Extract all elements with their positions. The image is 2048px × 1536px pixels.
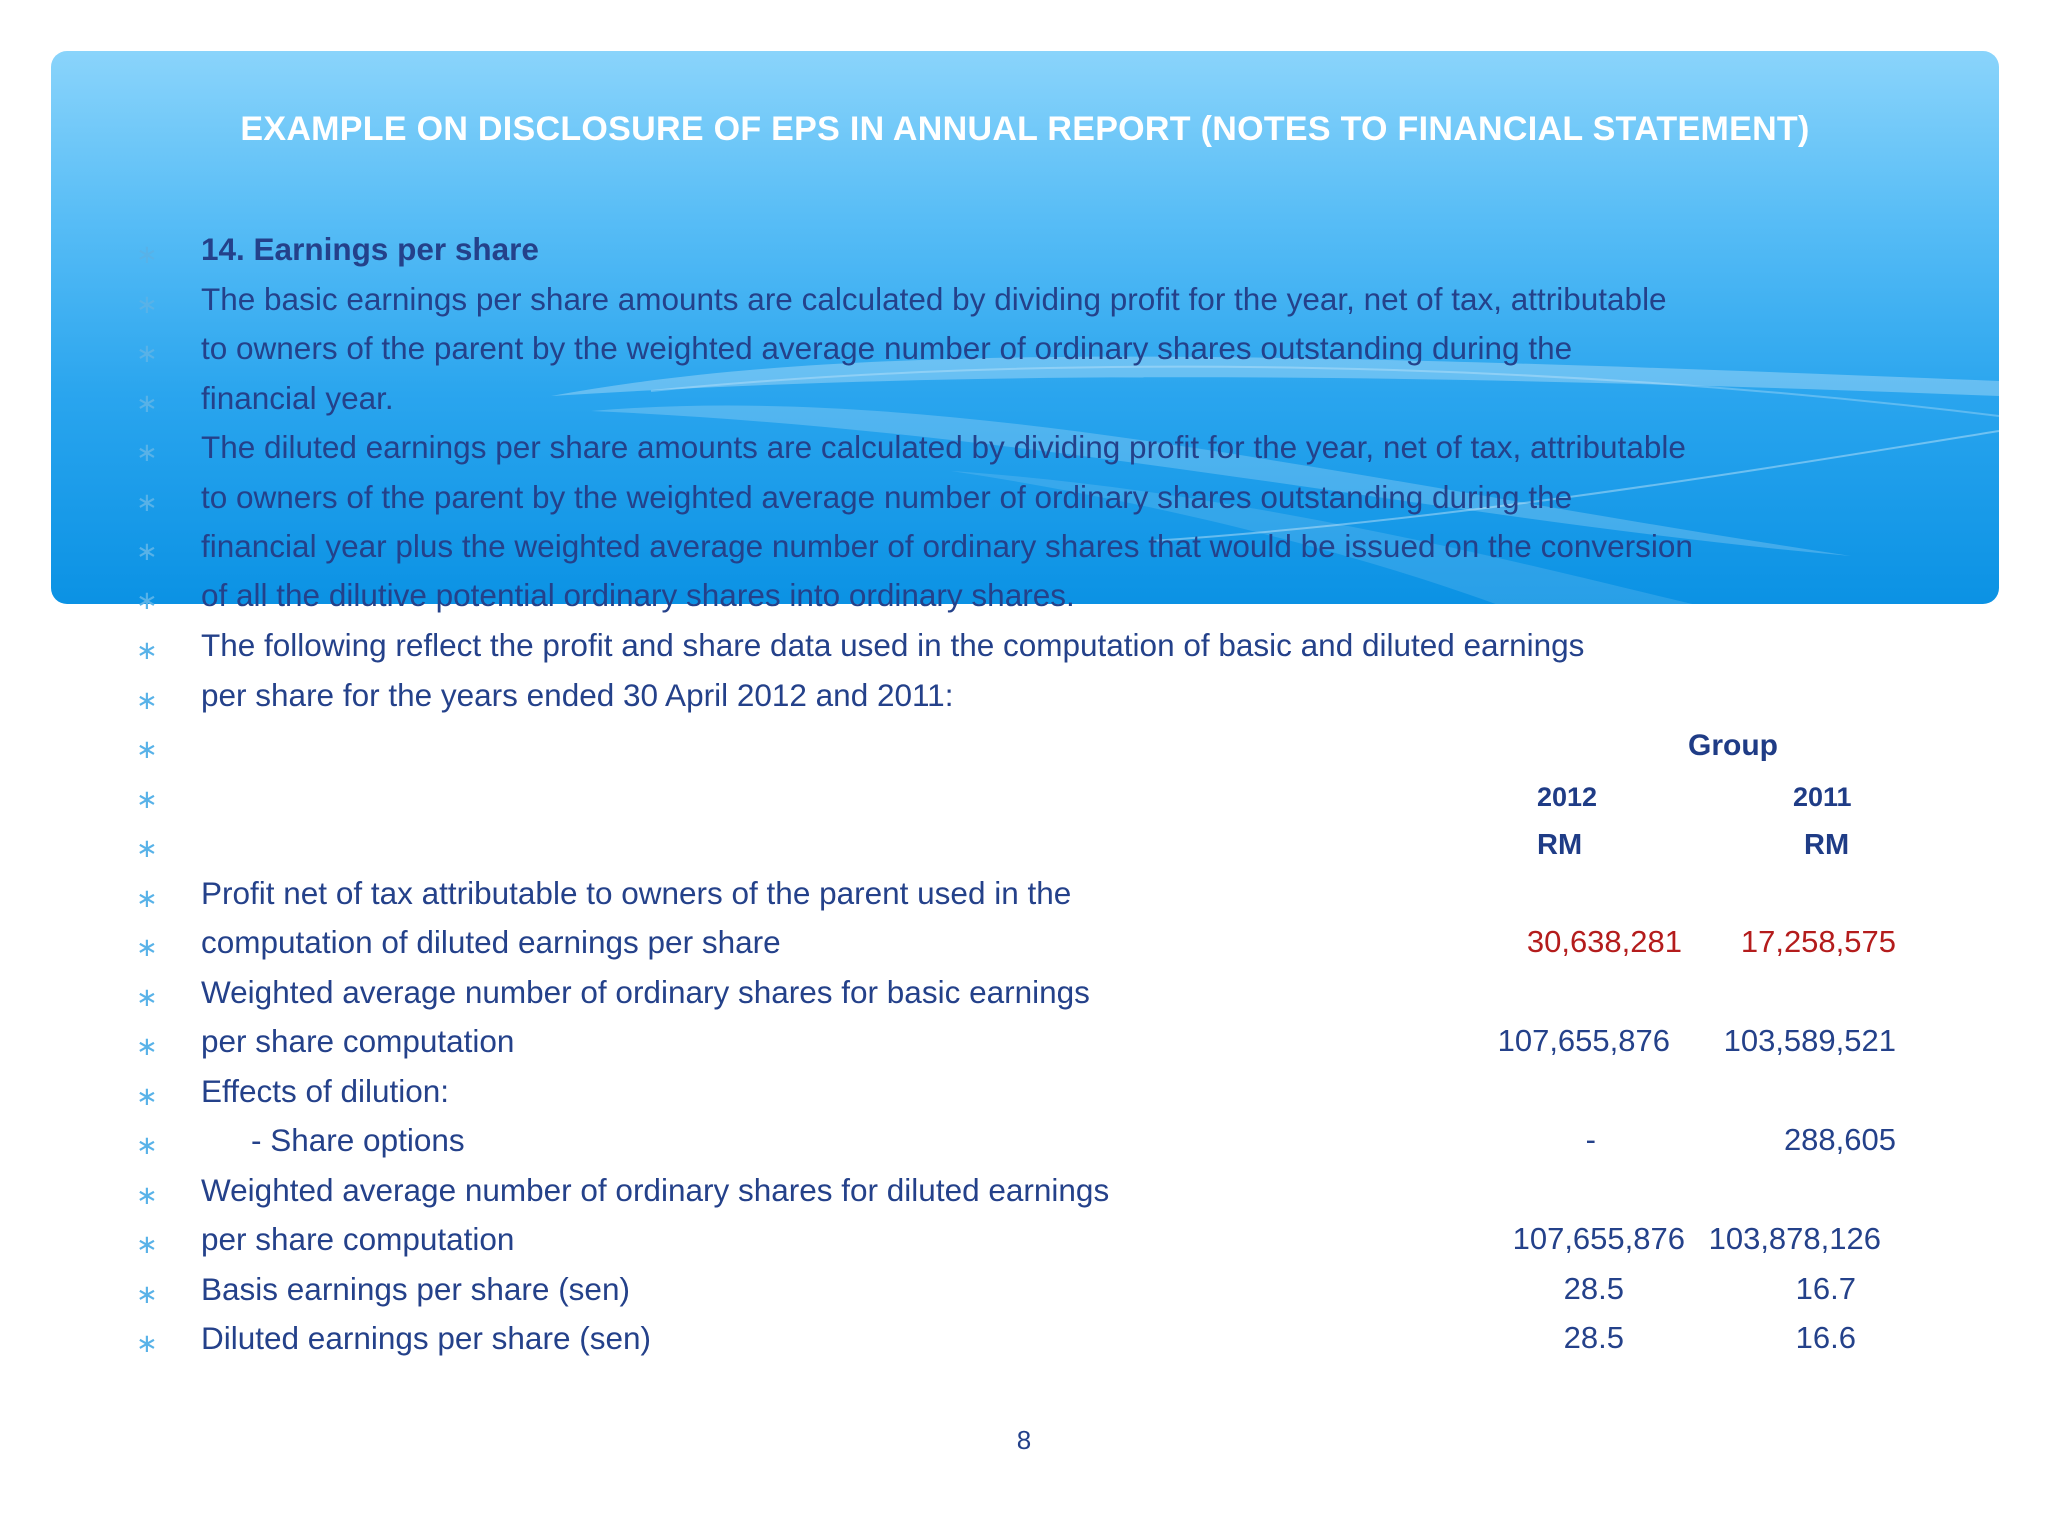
list-item xyxy=(0,677,2048,727)
year-2012-label: 2012 xyxy=(1537,782,1598,812)
bullet-icon: ∗ xyxy=(136,585,158,615)
row-label: Diluted earnings per share (sen) xyxy=(201,1320,651,1356)
table-row xyxy=(0,1073,2048,1123)
list-item xyxy=(0,577,2048,627)
value-2012: 107,655,876 xyxy=(1512,1221,1685,1256)
slide-title: EXAMPLE ON DISCLOSURE OF EPS IN ANNUAL REPORT (NOTES TO FINANCIAL STATEMENT) xyxy=(240,110,1810,148)
table-header-years xyxy=(0,776,2048,826)
table-header-group xyxy=(0,726,2048,776)
bullet-icon: ∗ xyxy=(136,982,158,1012)
bullet-icon: ∗ xyxy=(136,635,158,665)
bullet-icon: ∗ xyxy=(136,1328,158,1358)
page-number: 8 xyxy=(1016,1425,1032,1455)
note-line: to owners of the parent by the weighted average number of ordinary shares outstanding during the xyxy=(201,479,1573,515)
list-item xyxy=(0,281,2048,331)
bullet-icon: ∗ xyxy=(136,437,158,467)
row-label: Effects of dilution: xyxy=(201,1073,450,1109)
value-2012: 28.5 xyxy=(1563,1320,1624,1355)
bullet-icon: ∗ xyxy=(136,833,158,863)
bullet-icon: ∗ xyxy=(136,1229,158,1259)
note-heading: 14. Earnings per share xyxy=(201,231,539,267)
bullet-icon: ∗ xyxy=(136,883,158,913)
value-2012: 107,655,876 xyxy=(1497,1023,1670,1058)
value-2012: 28.5 xyxy=(1563,1271,1624,1306)
value-2011: 103,878,126 xyxy=(1708,1221,1881,1256)
value-2011: 16.7 xyxy=(1795,1271,1856,1306)
table-row xyxy=(0,924,2048,974)
currency-2012-label: RM xyxy=(1537,829,1583,861)
table-row xyxy=(0,1320,2048,1370)
row-label: per share computation xyxy=(201,1221,515,1257)
row-label: Weighted average number of ordinary shares for basic earnings xyxy=(201,974,1090,1010)
bullet-icon: ∗ xyxy=(136,685,158,715)
row-label: Basis earnings per share (sen) xyxy=(201,1271,630,1307)
bullet-icon: ∗ xyxy=(136,1279,158,1309)
currency-2011-label: RM xyxy=(1804,829,1850,861)
note-line: The following reflect the profit and share data used in the computation of basic and diluted earnings xyxy=(201,627,1585,663)
table-row xyxy=(0,1271,2048,1321)
list-item xyxy=(0,231,2048,281)
list-item xyxy=(0,330,2048,380)
value-2011: 103,589,521 xyxy=(1723,1023,1896,1058)
row-label: per share computation xyxy=(201,1023,515,1059)
value-2012: - xyxy=(1585,1122,1596,1157)
list-item xyxy=(0,479,2048,529)
bullet-icon: ∗ xyxy=(136,289,158,319)
table-row xyxy=(0,1122,2048,1172)
bullet-icon: ∗ xyxy=(136,239,158,269)
table-row xyxy=(0,1221,2048,1271)
bullet-icon: ∗ xyxy=(136,784,158,814)
table-row xyxy=(0,974,2048,1024)
note-line: The basic earnings per share amounts are calculated by dividing profit for the year, net of tax, attributable xyxy=(201,281,1667,317)
bullet-icon: ∗ xyxy=(136,1180,158,1210)
bullet-icon: ∗ xyxy=(136,388,158,418)
bullet-icon: ∗ xyxy=(136,1081,158,1111)
table-row xyxy=(0,1172,2048,1222)
value-2011: 16.6 xyxy=(1795,1320,1856,1355)
note-line: of all the dilutive potential ordinary shares into ordinary shares. xyxy=(201,577,1075,613)
note-line: The diluted earnings per share amounts are calculated by dividing profit for the year, net of tax, attributable xyxy=(201,429,1686,465)
list-item xyxy=(0,429,2048,479)
year-2011-label: 2011 xyxy=(1793,782,1852,812)
row-label: - Share options xyxy=(251,1122,465,1158)
bullet-icon: ∗ xyxy=(136,734,158,764)
bullet-icon: ∗ xyxy=(136,338,158,368)
table-row xyxy=(0,1023,2048,1073)
value-2012: 30,638,281 xyxy=(1526,924,1682,959)
value-2011: 288,605 xyxy=(1783,1122,1896,1157)
bullet-icon: ∗ xyxy=(136,1031,158,1061)
bullet-icon: ∗ xyxy=(136,932,158,962)
list-item xyxy=(0,528,2048,578)
bullet-icon: ∗ xyxy=(136,487,158,517)
bullet-icon: ∗ xyxy=(136,1130,158,1160)
row-label: computation of diluted earnings per share xyxy=(201,924,781,960)
note-line: financial year plus the weighted average number of ordinary shares that would be issued on the conversion xyxy=(201,528,1693,564)
table-header-currency xyxy=(0,825,2048,875)
note-line: per share for the years ended 30 April 2012 and 2011: xyxy=(201,677,954,713)
value-2011: 17,258,575 xyxy=(1740,924,1896,959)
table-row xyxy=(0,875,2048,925)
list-item xyxy=(0,380,2048,430)
row-label: Profit net of tax attributable to owners of the parent used in the xyxy=(201,875,1072,911)
note-line: financial year. xyxy=(201,380,394,416)
bullet-icon: ∗ xyxy=(136,536,158,566)
group-label: Group xyxy=(1688,729,1778,762)
note-line: to owners of the parent by the weighted average number of ordinary shares outstanding during the xyxy=(201,330,1573,366)
list-item xyxy=(0,627,2048,677)
row-label: Weighted average number of ordinary shares for diluted earnings xyxy=(201,1172,1110,1208)
